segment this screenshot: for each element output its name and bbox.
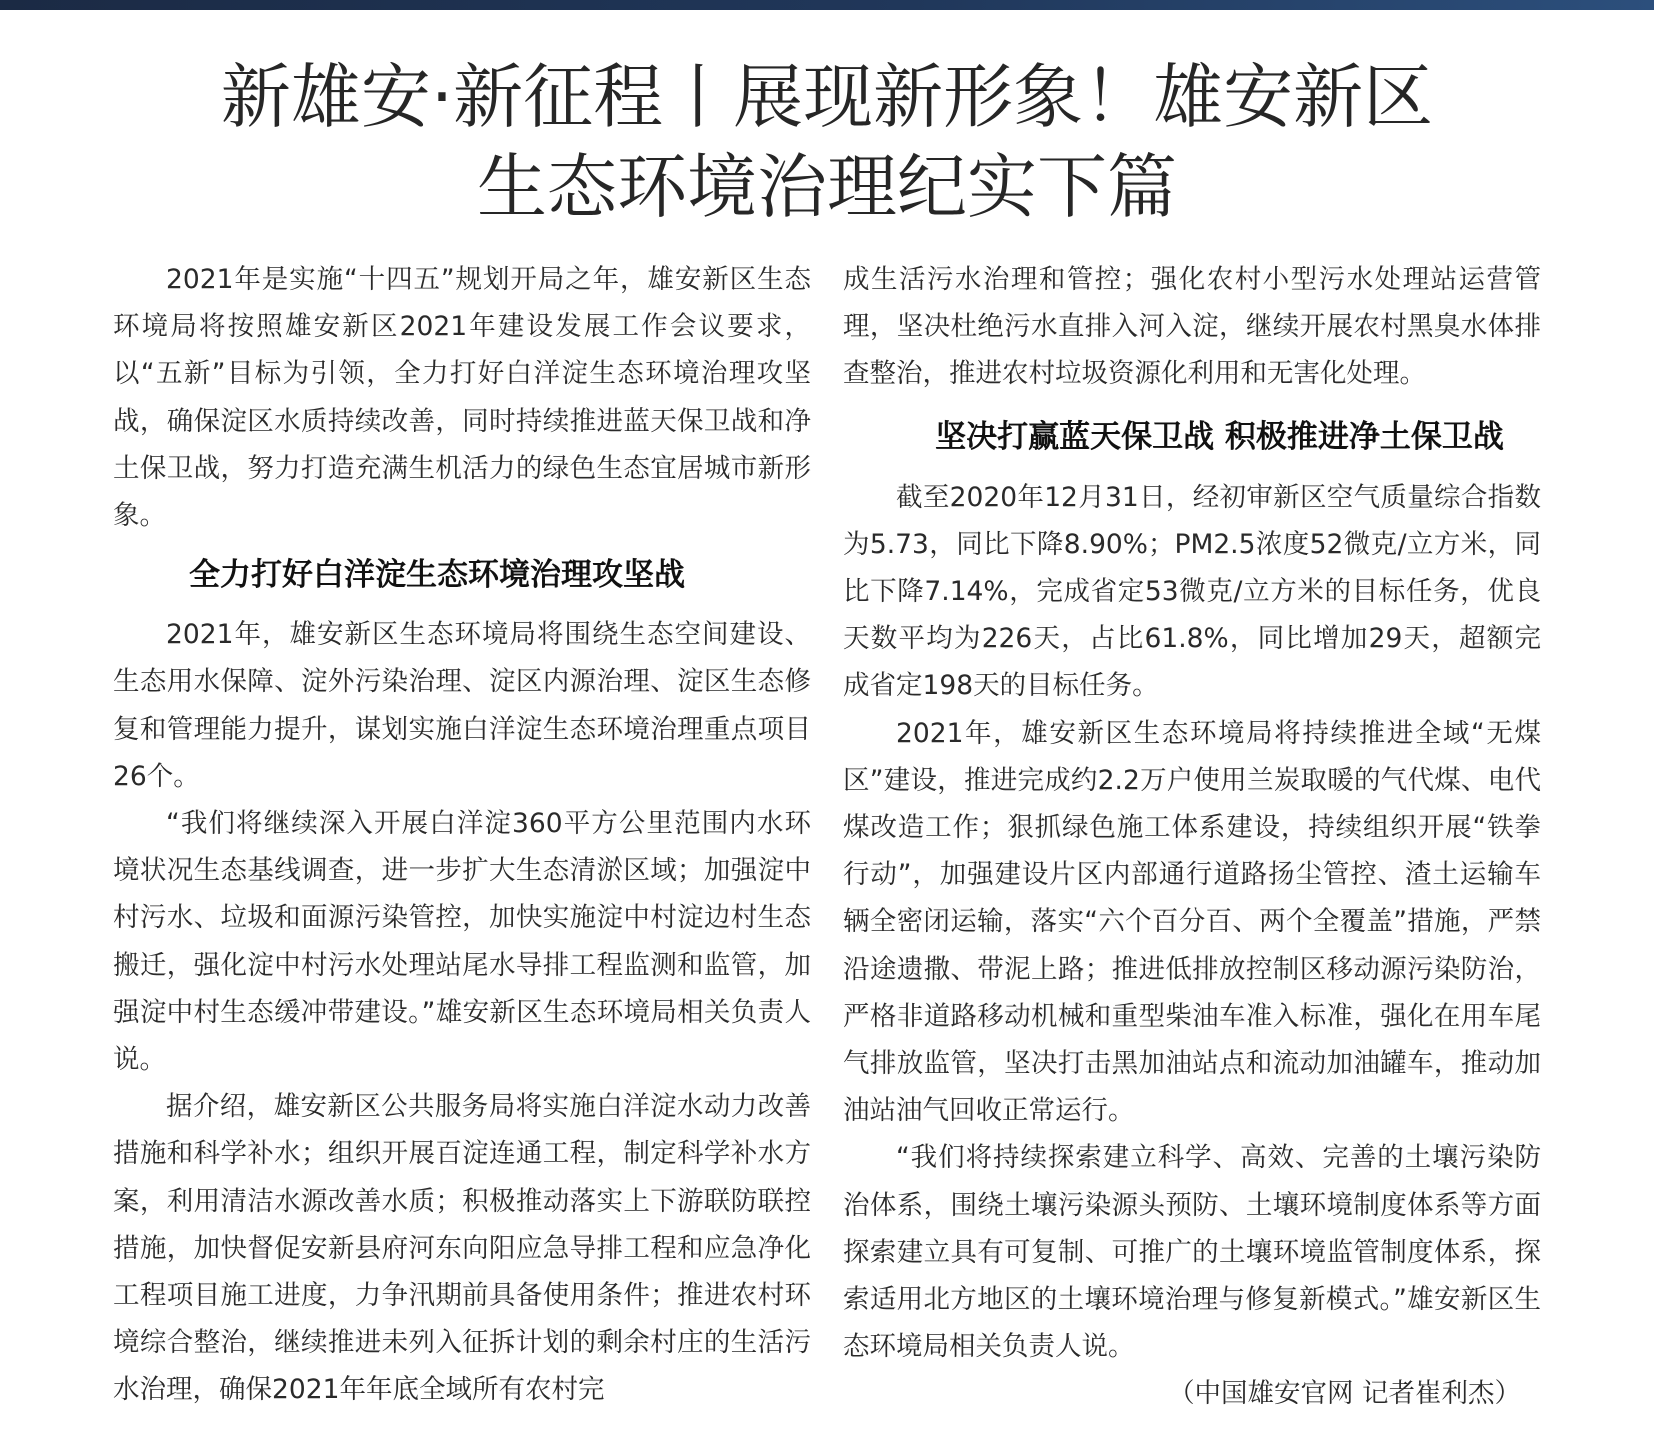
paragraph-intro: 2021年是实施“十四五”规划开局之年，雄安新区生态环境局将按照雄安新区2021年建设发展工作会议要求，以“五新”目标为引领，全力打好白洋淀生态环境治理攻坚战，确保淀区水质持续改善，同时持续推进蓝天保卫战和净土保卫战，努力打造充满生机活力的绿色生态宜居城市新形象。 [113, 264, 811, 532]
article-byline: （中国雄安官网 记者崔利杰） [1168, 1378, 1521, 1410]
paragraph-water-measures: 据介绍，雄安新区公共服务局将实施白洋淀水动力改善措施和科学补水；组织开展百淀连通工程，制定科学补水方案，利用清洁水源改善水质；积极推动落实上下游联防联控措施，加快督促安新县府河东向阳应急导排工程和应急净化工程项目施工进度，力争汛期前具备使用条件；推进农村环境综合整治，继续推进未列入征拆计划的剩余村庄的生活污水治理，确保2021年年底全域所有农村完 [113, 1091, 811, 1406]
section-heading-baiyangdian: 全力打好白洋淀生态环境治理攻坚战 [189, 557, 685, 594]
right-column [843, 256, 1541, 1418]
left-column [113, 256, 811, 1414]
paragraph-coal-free: 2021年，雄安新区生态环境局将持续推进全域“无煤区”建设，推进完成约2.2万户使用兰炭取暖的气代煤、电代煤改造工作；狠抓绿色施工体系建设，持续组织开展“铁拳行动”，加强建设片区内部通行道路扬尘管控、渣土运输车辆全密闭运输，落实“六个百分百、两个全覆盖”措施，严禁沿途遗撒、带泥上路；推进低排放控制区移动源污染防治，严格非道路移动机械和重型柴油车准入标准，强化在用车尾气排放监管，坚决打击黑加油站点和流动加油罐车，推动加油站油气回收正常运行。 [843, 717, 1541, 1127]
paragraph-quote-water: “我们将继续深入开展白洋淀360平方公里范围内水环境状况生态基线调查，进一步扩大生态清淤区域；加强淀中村污水、垃圾和面源污染管控，加快实施淀中村淀边村生态搬迁，强化淀中村污水处理站尾水导排工程监测和监管，加强淀中村生态缓冲带建设。”雄安新区生态环境局相关负责人说。 [113, 808, 811, 1076]
paragraph-quote-soil: “我们将持续探索建立科学、高效、完善的土壤污染防治体系，围绕土壤污染源头预防、土壤环境制度体系等方面探索建立具有可复制、可推广的土壤环境监管制度体系，探索适用北方地区的土壤环境治理与修复新模式。”雄安新区生态环境局相关负责人说。 [843, 1142, 1541, 1363]
paragraph-continued: 成生活污水治理和管控；强化农村小型污水处理站运营管理，坚决杜绝污水直排入河入淀，继续开展农村黑臭水体排查整治，推进农村垃圾资源化利用和无害化处理。 [843, 264, 1541, 390]
section-heading-bluesky: 坚决打赢蓝天保卫战 积极推进净土保卫战 [935, 418, 1504, 455]
paragraph-air-quality: 截至2020年12月31日，经初审新区空气质量综合指数为5.73，同比下降8.90%；PM2.5浓度52微克/立方米，同比下降7.14%，完成省定53微克/立方米的目标任务，优良天数平均为226天，占比61.8%，同比增加29天，超额完成省定198天的目标任务。 [843, 481, 1541, 702]
article-title-line-2: 生态环境治理纪实下篇 [477, 146, 1177, 228]
top-banner-bar [0, 0, 1654, 10]
article-title-line-1: 新雄安·新征程丨展现新形象！雄安新区 [220, 56, 1434, 138]
article-title [100, 52, 1554, 232]
paragraph-projects: 2021年，雄安新区生态环境局将围绕生态空间建设、生态用水保障、淀外污染治理、淀区内源治理、淀区生态修复和管理能力提升，谋划实施白洋淀生态环境治理重点项目26个。 [113, 619, 811, 792]
